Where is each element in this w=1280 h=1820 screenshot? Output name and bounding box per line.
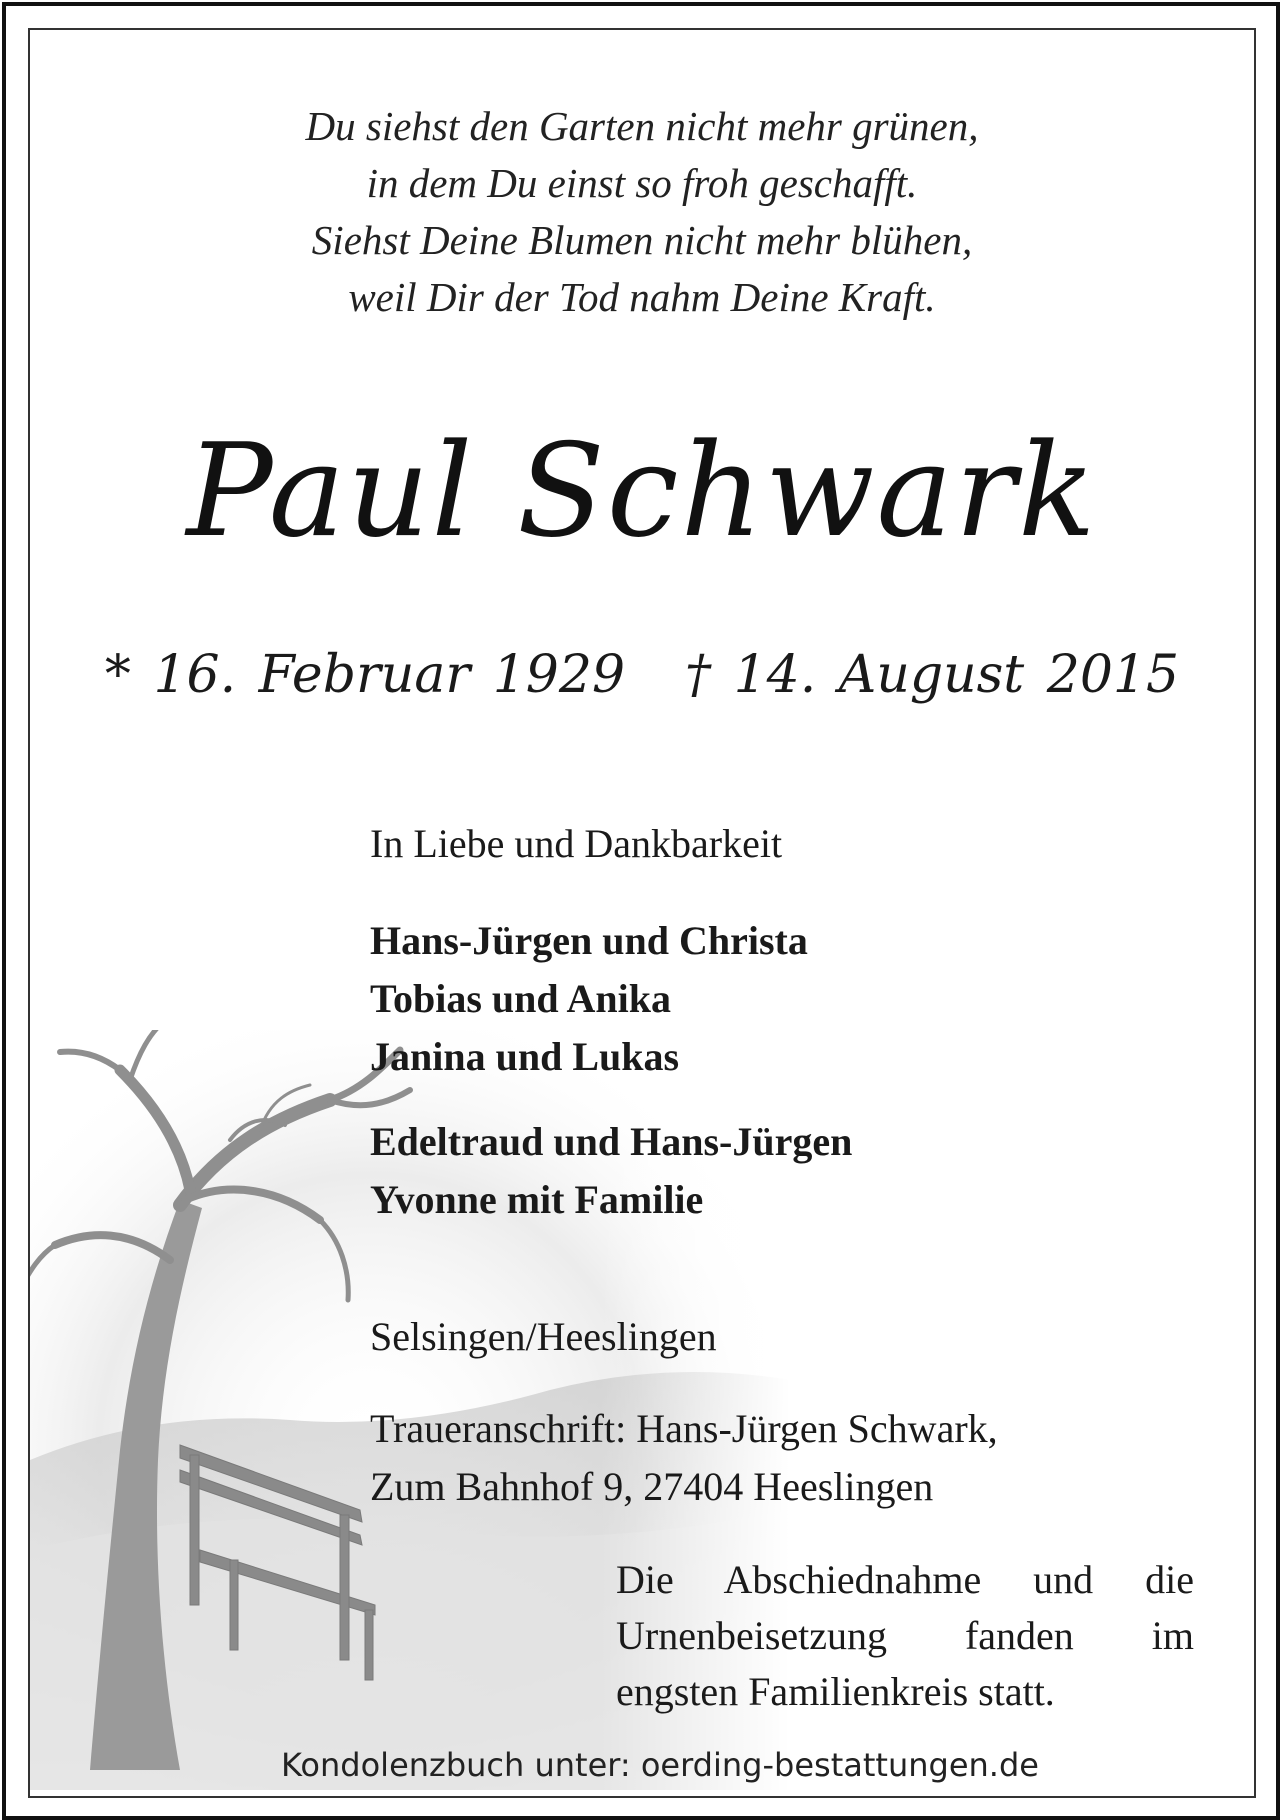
farewell-line: engsten Familienkreis statt. bbox=[616, 1669, 1055, 1714]
mourning-address bbox=[370, 1400, 998, 1516]
obituary-card bbox=[28, 28, 1256, 1798]
poem-line: weil Dir der Tod nahm Deine Kraft. bbox=[348, 274, 936, 320]
mourner-line: Janina und Lukas bbox=[370, 1034, 680, 1079]
condolence-url[interactable]: oerding-bestattungen.de bbox=[640, 1746, 1039, 1784]
death-date: † 14. August 2015 bbox=[685, 645, 1180, 705]
birth-date: * 16. Februar 1929 bbox=[104, 645, 626, 705]
condolence-book bbox=[30, 1746, 1254, 1784]
farewell-notice bbox=[616, 1552, 1194, 1720]
memorial-poem bbox=[30, 98, 1254, 326]
address-line-1: Traueranschrift: Hans-Jürgen Schwark, bbox=[370, 1406, 998, 1451]
life-dates bbox=[30, 645, 1254, 705]
farewell-line: Urnenbeisetzung fanden im bbox=[616, 1613, 1194, 1658]
deceased-name: Paul Schwark bbox=[186, 417, 1098, 566]
mourners-group-2 bbox=[370, 1113, 852, 1229]
mourners-intro: In Liebe und Dankbarkeit bbox=[370, 821, 783, 866]
poem-line: in dem Du einst so froh geschafft. bbox=[366, 160, 918, 206]
location: Selsingen/Heeslingen bbox=[370, 1314, 717, 1359]
mourners-group-1 bbox=[370, 912, 808, 1086]
poem-line: Siehst Deine Blumen nicht mehr blühen, bbox=[311, 217, 973, 263]
poem-line: Du siehst den Garten nicht mehr grünen, bbox=[305, 103, 979, 149]
farewell-line: Die Abschiednahme und die bbox=[616, 1557, 1194, 1602]
address-line-2: Zum Bahnhof 9, 27404 Heeslingen bbox=[370, 1464, 934, 1509]
mourner-line: Tobias und Anika bbox=[370, 976, 671, 1021]
mourner-line: Yvonne mit Familie bbox=[370, 1177, 704, 1222]
mourner-line: Hans-Jürgen und Christa bbox=[370, 918, 808, 963]
mourner-line: Edeltraud und Hans-Jürgen bbox=[370, 1119, 853, 1164]
outer-frame bbox=[2, 2, 1280, 1820]
condolence-label: Kondolenzbuch unter: bbox=[281, 1746, 631, 1784]
